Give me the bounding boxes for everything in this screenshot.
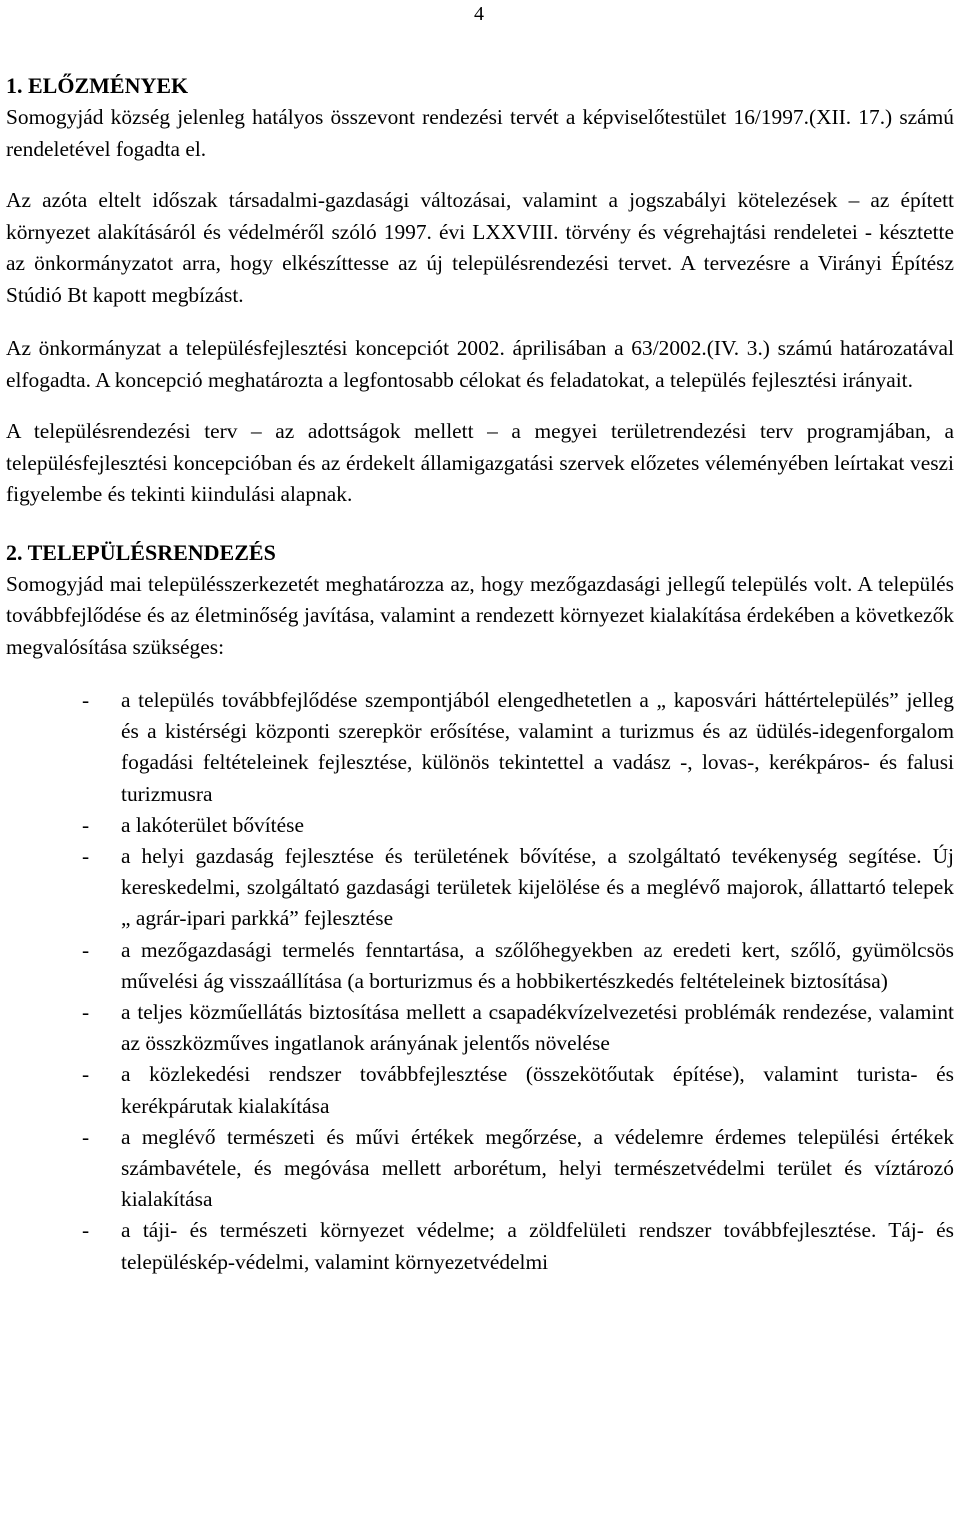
list-item (6, 1215, 954, 1277)
document-body (6, 70, 954, 1278)
list-item (6, 685, 954, 810)
section-1-paragraph-2: Az azóta eltelt időszak társadalmi-gazdasági változásai, valamint a jogszabályi kötelezések – az épített környezet alakításáról és védelméről szóló 1997. évi LXXVIII. törvény és végrehajtási rendeletei - késztette az önkormányzatot arra, hogy elkészíttesse az új településrendezési tervet. A tervezésre a Virányi Építész Stúdió Bt kapott megbízást. (6, 188, 954, 307)
section-1-heading: 1. ELŐZMÉNYEK (6, 73, 189, 98)
list-item (6, 841, 954, 935)
bullet-dash: - (82, 1062, 90, 1087)
bullet-dash: - (82, 812, 90, 837)
bullet-dash: - (82, 844, 90, 869)
section-2-paragraph-1: Somogyjád mai településszerkezetét meghatározza az, hogy mezőgazdasági jellegű település volt. A település továbbfejlődése és az életminőség javítása, valamint a rendezett környezet kialakítása érdekében a következők megvalósítása szükséges: (6, 571, 954, 659)
requirements-list (6, 685, 954, 1278)
list-item (6, 935, 954, 997)
list-item (6, 810, 954, 841)
list-item (6, 1059, 954, 1121)
list-item-text: a település továbbfejlődése szempontjából elengedhetetlen a „ kaposvári háttértelepülés” jelleg és a kistérségi központi szerepkör erősítése, valamint a turizmus és az üdülés-idegenforgalom fogadási feltételeinek fejlesztése, különös tekintettel a vadász -, lovas-, kerékpáros- és falusi turizmusra (121, 688, 954, 806)
section-1-paragraph-1: Somogyjád község jelenleg hatályos összevont rendezési tervét a képviselőtestület 16/1997.(XII. 17.) számú rendeletével fogadta el. (6, 105, 954, 161)
bullet-dash: - (82, 1124, 90, 1149)
list-item-text: a táji- és természeti környezet védelme; a zöldfelületi rendszer továbbfejlesztése. Táj- és településkép-védelmi, valamint környezetvédelmi (121, 1218, 954, 1274)
bullet-dash: - (82, 937, 90, 962)
section-1-paragraph-4: A településrendezési terv – az adottságok mellett – a megyei területrendezési terv programjában, a településfejlesztési koncepcióban és az érdekelt államigazgatási szervek előzetes véleményében leírtakat veszi figyelembe és tekinti kiindulási alapnak. (6, 419, 954, 506)
list-item-text: a meglévő természeti és művi értékek megőrzése, a védelemre érdemes települési értékek számbavétele, és megóvása mellett arborétum, helyi természetvédelmi terület és víztározó kialakítása (121, 1124, 954, 1212)
section-1-paragraph-3: Az önkormányzat a településfejlesztési koncepciót 2002. áprilisában a 63/2002.(IV. 3.) számú határozatával elfogadta. A koncepció meghatározta a legfontosabb célokat és feladatokat, a település fejlesztési irányait. (6, 336, 954, 392)
section-2-heading: 2. TELEPÜLÉSRENDEZÉS (6, 539, 276, 565)
page-number: 4 (474, 3, 484, 25)
list-item-text: a lakóterület bővítése (121, 812, 304, 837)
bullet-dash: - (82, 688, 90, 712)
list-item (6, 1122, 954, 1216)
bullet-dash: - (82, 1218, 90, 1243)
bullet-dash: - (82, 1000, 90, 1025)
list-item-text: a teljes közműellátás biztosítása mellett a csapadékvízelvezetési problémák rendezése, valamint az összközműves ingatlanok arányának jelentős növelése (121, 1000, 954, 1056)
list-item-text: a közlekedési rendszer továbbfejlesztése (összekötőutak építése), valamint turista- és kerékpárutak kialakítása (121, 1062, 954, 1118)
list-item (6, 997, 954, 1059)
list-item-text: a helyi gazdaság fejlesztése és területének bővítése, a szolgáltató tevékenység segítése. Új kereskedelmi, szolgáltató gazdasági területek kijelölése és a meglévő majorok, állattartó telepek „ agrár-ipari parkká” fejlesztése (121, 844, 954, 931)
list-item-text: a mezőgazdasági termelés fenntartása, a szőlőhegyekben az eredeti kert, szőlő, gyümölcsös művelési ág visszaállítása (a borturizmus és a hobbikertészkedés feltételeinek biztosítása) (121, 937, 954, 993)
